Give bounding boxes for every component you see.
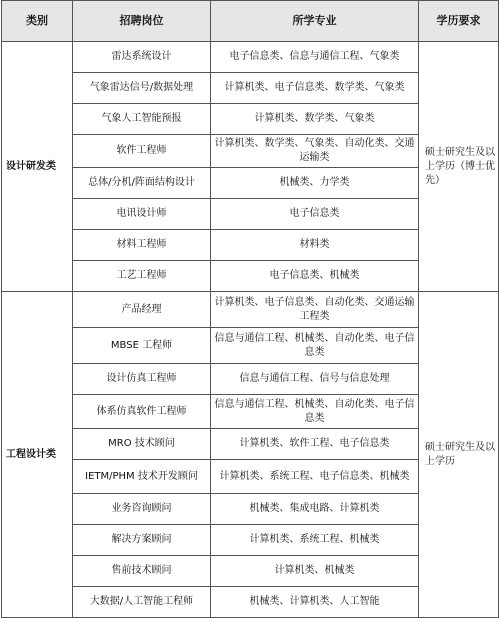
position-cell: 总体/分机/阵面结构设计 bbox=[73, 168, 211, 199]
major-cell: 电子信息类、信息与通信工程、气象类 bbox=[211, 42, 419, 73]
position-cell: MBSE 工程师 bbox=[73, 328, 211, 364]
position-cell: 电讯设计师 bbox=[73, 199, 211, 230]
header-category: 类别 bbox=[2, 1, 73, 42]
education-cell-engineering: 硕士研究生及以上学历 bbox=[419, 292, 499, 618]
position-cell: 产品经理 bbox=[73, 292, 211, 328]
major-cell: 机械类、力学类 bbox=[211, 168, 419, 199]
position-cell: 工艺工程师 bbox=[73, 261, 211, 292]
position-cell: 解决方案顾问 bbox=[73, 525, 211, 556]
table-row bbox=[2, 42, 499, 73]
major-cell: 计算机类、电子信息类、自动化类、交通运输工程类 bbox=[211, 292, 419, 328]
major-cell: 机械类、集成电路、计算机类 bbox=[211, 494, 419, 525]
major-cell: 计算机类、系统工程、电子信息类、机械类 bbox=[211, 460, 419, 494]
header-education: 学历要求 bbox=[419, 1, 499, 42]
recruitment-table bbox=[1, 0, 499, 618]
major-cell: 电子信息类、机械类 bbox=[211, 261, 419, 292]
major-cell: 信息与通信工程、机械类、自动化类、电子信息类 bbox=[211, 328, 419, 364]
major-cell: 计算机类、数学类、气象类 bbox=[211, 104, 419, 135]
table-header-row bbox=[2, 1, 499, 42]
major-cell: 计算机类、系统工程、机械类 bbox=[211, 525, 419, 556]
position-cell: 雷达系统设计 bbox=[73, 42, 211, 73]
major-cell: 计算机类、机械类 bbox=[211, 556, 419, 587]
position-cell: 材料工程师 bbox=[73, 230, 211, 261]
header-major: 所学专业 bbox=[211, 1, 419, 42]
header-position: 招聘岗位 bbox=[73, 1, 211, 42]
major-cell: 计算机类、软件工程、电子信息类 bbox=[211, 429, 419, 460]
major-cell: 信息与通信工程、机械类、自动化类、电子信息类 bbox=[211, 395, 419, 429]
major-cell: 电子信息类 bbox=[211, 199, 419, 230]
major-cell: 计算机类、数学类、气象类、自动化类、交通运输类 bbox=[211, 135, 419, 168]
table-row bbox=[2, 292, 499, 328]
position-cell: 气象雷达信号/数据处理 bbox=[73, 73, 211, 104]
position-cell: 设计仿真工程师 bbox=[73, 364, 211, 395]
major-cell: 材料类 bbox=[211, 230, 419, 261]
position-cell: 体系仿真软件工程师 bbox=[73, 395, 211, 429]
position-cell: 气象人工智能预报 bbox=[73, 104, 211, 135]
position-cell: 大数据/人工智能工程师 bbox=[73, 587, 211, 618]
position-cell: 业务咨询顾问 bbox=[73, 494, 211, 525]
position-cell: IETM/PHM 技术开发顾问 bbox=[73, 460, 211, 494]
category-cell-engineering: 工程设计类 bbox=[2, 292, 73, 618]
category-cell-design-rd: 设计研发类 bbox=[2, 42, 73, 292]
position-cell: MRO 技术顾问 bbox=[73, 429, 211, 460]
major-cell: 计算机类、电子信息类、数学类、气象类 bbox=[211, 73, 419, 104]
major-cell: 机械类、计算机类、人工智能 bbox=[211, 587, 419, 618]
position-cell: 售前技术顾问 bbox=[73, 556, 211, 587]
position-cell: 软件工程师 bbox=[73, 135, 211, 168]
education-cell-design-rd: 硕士研究生及以上学历（博士优先） bbox=[419, 42, 499, 292]
major-cell: 信息与通信工程、信号与信息处理 bbox=[211, 364, 419, 395]
